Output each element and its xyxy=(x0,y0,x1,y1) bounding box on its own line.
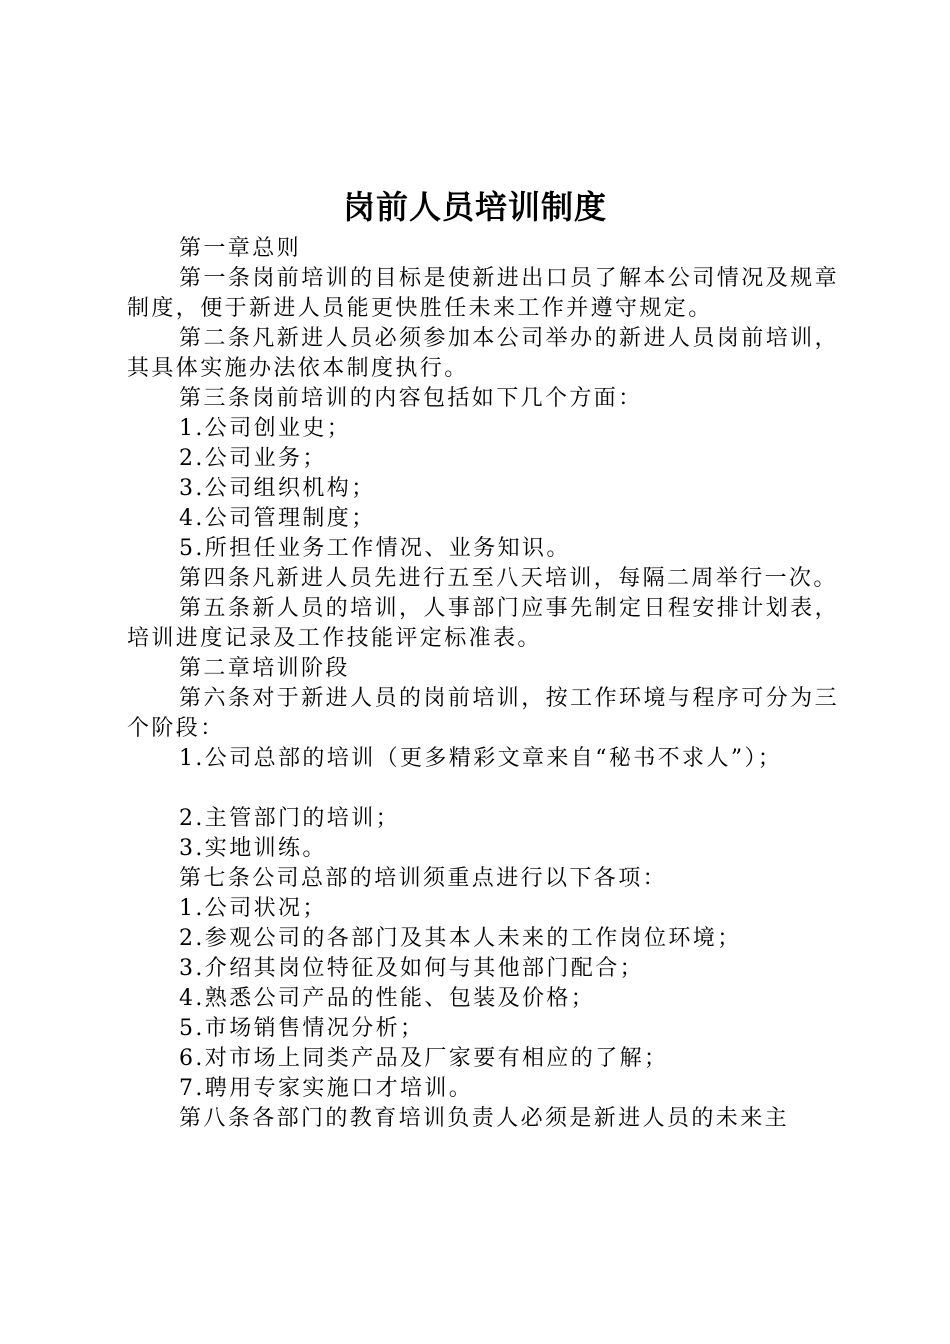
article-paragraph: 第二条凡新进人员必须参加本公司举办的新进人员岗前培训，其具体实施办法依本制度执行。 xyxy=(127,326,839,381)
list-item: 5.市场销售情况分析； xyxy=(179,1016,425,1041)
list-item: 4.熟悉公司产品的性能、包装及价格； xyxy=(179,986,596,1011)
list-item: 3.介绍其岗位特征及如何与其他部门配合； xyxy=(179,956,644,981)
list-item: 4.公司管理制度； xyxy=(179,506,376,531)
article-paragraph: 第七条公司总部的培训须重点进行以下各项： xyxy=(179,866,668,891)
list-item: 1.公司创业史； xyxy=(179,416,352,441)
chapter-heading: 第二章培训阶段 xyxy=(179,656,350,681)
article-paragraph: 第六条对于新进人员的岗前培训，按工作环境与程序可分为三个阶段： xyxy=(127,686,839,741)
article-paragraph: 第四条凡新进人员先进行五至八天培训，每隔二周举行一次。 xyxy=(179,566,838,591)
list-item: 5.所担任业务工作情况、业务知识。 xyxy=(179,536,571,561)
article-paragraph: 第五条新人员的培训，人事部门应事先制定日程安排计划表，培训进度记录及工作技能评定标准表。 xyxy=(127,596,839,651)
list-item: 2.公司业务； xyxy=(179,446,327,471)
list-item: 6.对市场上同类产品及厂家要有相应的了解； xyxy=(179,1046,669,1071)
document-title: 岗前人员培训制度 xyxy=(342,188,607,226)
chapter-heading: 第一章总则 xyxy=(179,236,302,261)
article-paragraph: 第八条各部门的教育培训负责人必须是新进人员的未来主 xyxy=(179,1106,790,1131)
list-item: 3.实地训练。 xyxy=(179,836,327,861)
document-body xyxy=(127,234,839,1134)
list-item: 3.公司组织机构； xyxy=(179,476,376,501)
article-paragraph: 第三条岗前培训的内容包括如下几个方面： xyxy=(179,386,643,411)
list-item: 1.公司总部的培训（更多精彩文章来自“秘书不求人”）； xyxy=(179,746,783,771)
list-item: 1.公司状况； xyxy=(179,896,327,921)
list-item: 7.聘用专家实施口才培训。 xyxy=(179,1076,474,1101)
blank-line xyxy=(127,774,839,804)
list-item: 2.主管部门的培训； xyxy=(179,806,400,831)
list-item: 2.参观公司的各部门及其本人未来的工作岗位环境； xyxy=(179,926,742,951)
article-paragraph: 第一条岗前培训的目标是使新进出口员了解本公司情况及规章制度，便于新进人员能更快胜任未来工作并遵守规定。 xyxy=(127,266,839,321)
